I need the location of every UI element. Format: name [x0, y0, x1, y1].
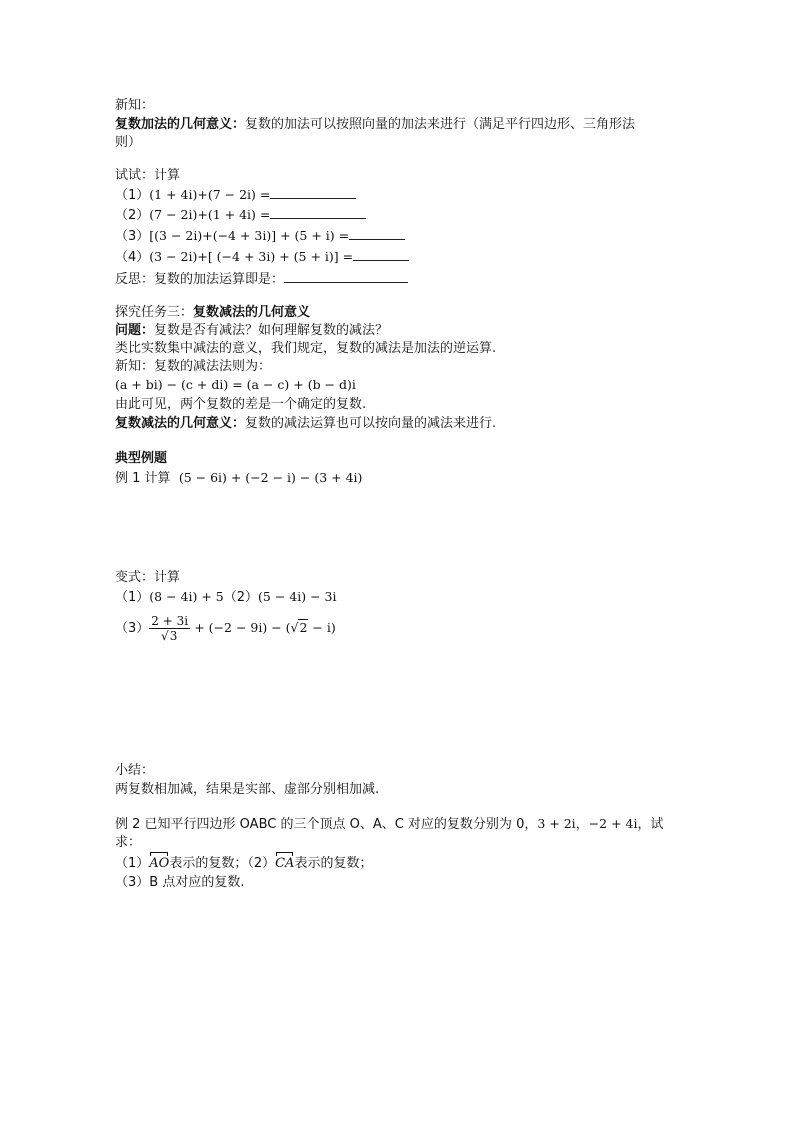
try-item-expr: [(3 − 2i)+(−4 + 3i)] + (5 + i) = [149, 228, 350, 243]
reflect-line [115, 270, 408, 289]
sub-meaning-title: 复数减法的几何意义： [115, 416, 246, 431]
example1-line [115, 469, 362, 488]
example2-text: 表示的复数；（2） [169, 856, 276, 871]
variant-expr-3b: − i) [308, 620, 336, 635]
try-item-4 [115, 248, 409, 267]
variant-expr-1: (8 − 4i) + 5 [149, 589, 224, 604]
example2-line1 [115, 815, 664, 834]
task3-line3: 由此可见，两个复数的差是一个确定的复数. [115, 397, 367, 412]
try-item-expr: (3 − 2i)+[ (−4 + 3i) + (5 + i)] = [149, 249, 354, 264]
reflect-text: 反思：复数的加法运算即是： [115, 272, 285, 287]
sub-meaning-line [115, 415, 496, 433]
examples-heading: 典型例题 [115, 451, 168, 466]
variant-line-1 [115, 588, 336, 607]
add-meaning-title: 复数加法的几何意义： [115, 117, 246, 132]
add-meaning-text: 复数的加法可以按照向量的加法来进行（满足平行四边形、三角形法 [245, 117, 636, 132]
radicand: 3 [169, 628, 178, 643]
fraction [149, 614, 190, 644]
fraction-numerator: 2 + 3i [151, 613, 189, 628]
example2-line4: （3）B 点对应的复数. [115, 875, 245, 890]
summary-text: 两复数相加减，结果是实部、虚部分别相加减. [115, 782, 380, 797]
variant-num: （2） [223, 590, 259, 605]
example2-text: 例 2 已知平行四边形 OABC 的三个顶点 O、A、C 对应的复数分别为 0， [115, 817, 538, 832]
task3-prefix: 探究任务三： [115, 305, 194, 320]
try-item-num: （2） [115, 208, 150, 223]
example2-text: 表示的复数； [294, 856, 373, 871]
vector-ca: CA [275, 856, 295, 871]
variant-num: （3） [115, 621, 150, 636]
task3-heading [115, 304, 310, 322]
answer-blank[interactable] [270, 186, 356, 199]
task3-line1: 类比实数集中减法的意义，我们规定，复数的减法是加法的逆运算. [115, 341, 497, 356]
try-item-num: （1） [115, 188, 150, 203]
example1-expr: (5 − 6i) + (−2 − i) − (3 + 4i) [178, 470, 363, 485]
try-item-3 [115, 227, 405, 246]
example2-line3 [115, 855, 372, 873]
add-meaning-line [115, 116, 635, 134]
variant-line-3 [115, 612, 336, 645]
add-meaning-text2: 则） [115, 135, 142, 150]
question-num: （1） [115, 856, 150, 871]
variant-num: （1） [115, 590, 150, 605]
try-label: 试试：计算 [115, 168, 181, 183]
sub-meaning-text: 复数的减法运算也可以按向量的减法来进行. [245, 416, 497, 431]
task3-line2: 新知：复数的减法法则为： [115, 359, 272, 374]
subtraction-formula: (a + bi) − (c + di) = (a − c) + (b − d)i [115, 377, 356, 392]
radicand: 2 [299, 620, 308, 635]
answer-blank[interactable] [284, 270, 408, 283]
variant-label: 变式：计算 [115, 570, 181, 585]
fraction-denominator: √3 [161, 628, 178, 643]
complex-z1: 3 + 2i [537, 816, 576, 831]
try-item-1 [115, 186, 356, 205]
sqrt-expr: √2 [290, 620, 308, 635]
task3-question-line [115, 322, 388, 340]
question-label: 问题： [115, 323, 155, 338]
vector-ao: AO [149, 856, 170, 871]
example2-text: ，试 [637, 817, 664, 832]
variant-expr-2: (5 − 4i) − 3i [258, 589, 337, 604]
example2-line2: 求： [115, 835, 142, 850]
answer-blank[interactable] [353, 248, 409, 261]
xinzhi-label: 新知： [115, 98, 155, 113]
example1-label: 例 1 计算 [115, 471, 171, 486]
task3-title: 复数减法的几何意义 [193, 305, 311, 320]
answer-blank[interactable] [349, 227, 405, 240]
question-text: 复数是否有减法？如何理解复数的减法？ [154, 323, 389, 338]
summary-label: 小结： [115, 763, 155, 778]
separator: ， [575, 817, 589, 832]
variant-expr-3a: + (−2 − 9i) − ( [194, 620, 291, 635]
answer-blank[interactable] [270, 206, 366, 219]
complex-z2: −2 + 4i [588, 816, 638, 831]
try-item-2 [115, 206, 366, 225]
try-item-expr: (7 − 2i)+(1 + 4i) = [149, 207, 271, 222]
try-item-num: （3） [115, 229, 150, 244]
try-item-expr: (1 + 4i)+(7 − 2i) = [149, 187, 271, 202]
try-item-num: （4） [115, 250, 150, 265]
